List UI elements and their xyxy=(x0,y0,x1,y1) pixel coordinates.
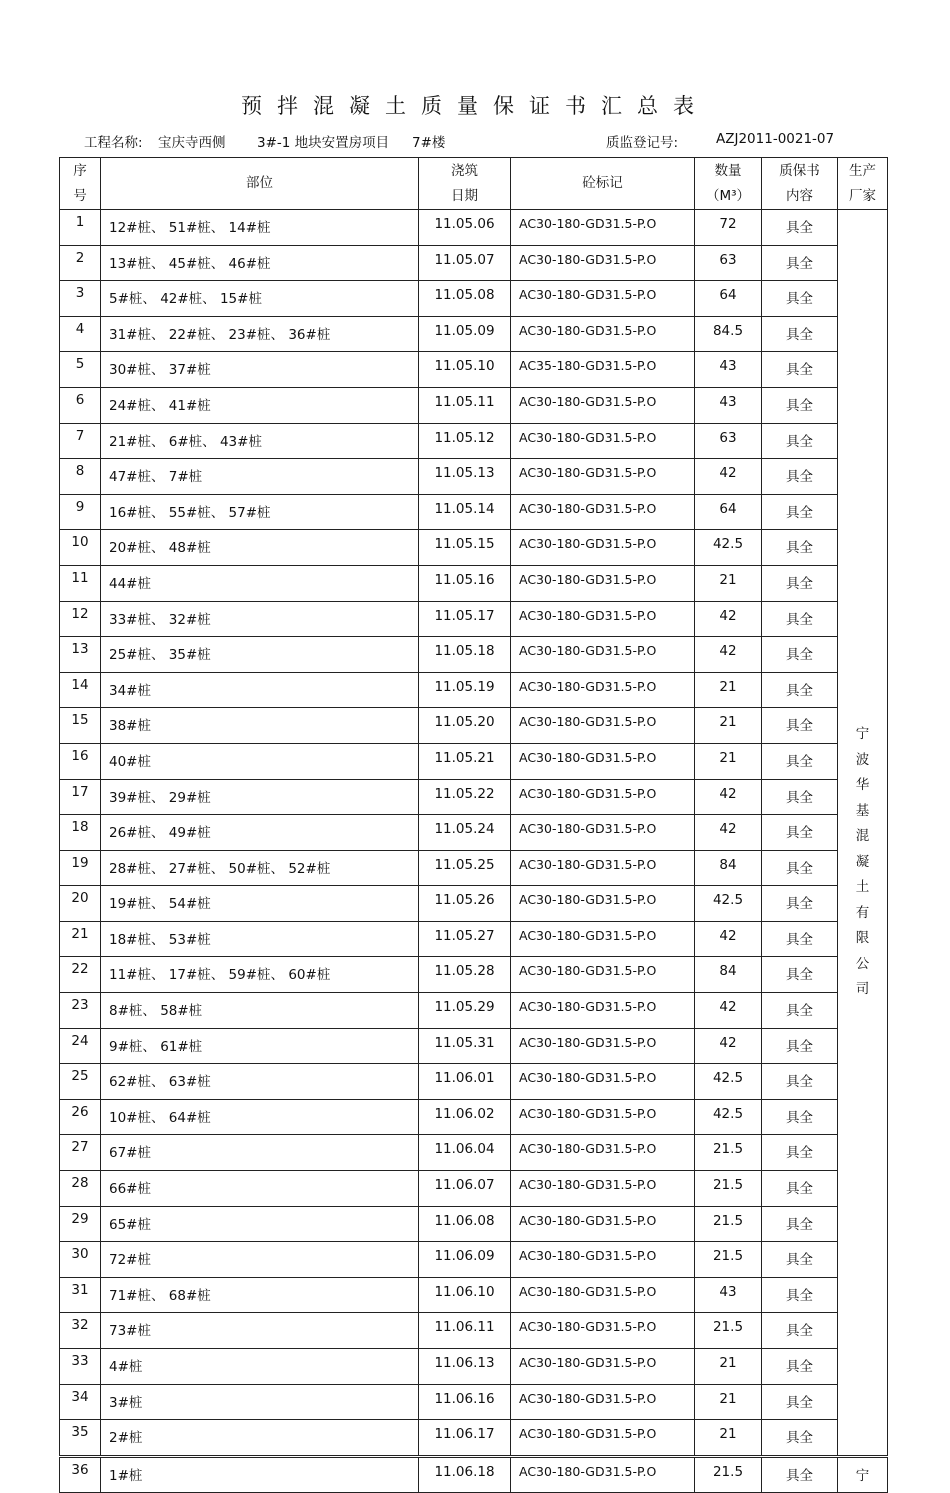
row-qty: 72 xyxy=(695,210,762,246)
row-seq: 14 xyxy=(60,672,101,708)
row-date: 11.05.29 xyxy=(419,993,511,1029)
row-mark: AC30-180-GD31.5-P.O xyxy=(511,637,695,673)
header-cert-line1: 质保书 xyxy=(779,162,820,179)
row-seq: 9 xyxy=(60,494,101,530)
row-mark: AC30-180-GD31.5-P.O xyxy=(511,565,695,601)
table-row xyxy=(60,815,888,851)
table-row xyxy=(60,1349,888,1385)
row-cert: 具全 xyxy=(762,957,838,993)
row-mark: AC30-180-GD31.5-P.O xyxy=(511,210,695,246)
table-row xyxy=(60,957,888,993)
table-row xyxy=(60,1313,888,1349)
row-date: 11.06.11 xyxy=(419,1313,511,1349)
table-row xyxy=(60,316,888,352)
header-seq-line2: 号 xyxy=(73,187,87,204)
table-row xyxy=(60,1242,888,1278)
row-mark: AC30-180-GD31.5-P.O xyxy=(511,1171,695,1207)
row-cert: 具全 xyxy=(762,637,838,673)
header-date-line1: 浇筑 xyxy=(451,162,478,179)
row-qty: 43 xyxy=(695,352,762,388)
row-seq: 23 xyxy=(60,993,101,1029)
row-mark: AC30-180-GD31.5-P.O xyxy=(511,1420,695,1457)
row-seq: 26 xyxy=(60,1099,101,1135)
table-row xyxy=(60,423,888,459)
row-qty: 42 xyxy=(695,779,762,815)
row-seq: 15 xyxy=(60,708,101,744)
row-cert: 具全 xyxy=(762,779,838,815)
row-mark: AC30-180-GD31.5-P.O xyxy=(511,1242,695,1278)
row-seq: 29 xyxy=(60,1206,101,1242)
row-qty: 21 xyxy=(695,743,762,779)
row-seq: 3 xyxy=(60,281,101,317)
row-part: 9#桩、 61#桩 xyxy=(101,1028,419,1064)
project-section: 3#-1 地块安置房项目 xyxy=(257,135,390,151)
row-qty: 42 xyxy=(695,601,762,637)
row-mark: AC30-180-GD31.5-P.O xyxy=(511,459,695,495)
row-cert: 具全 xyxy=(762,743,838,779)
row-part: 2#桩 xyxy=(101,1420,419,1457)
row-part: 19#桩、 54#桩 xyxy=(101,886,419,922)
row-seq: 20 xyxy=(60,886,101,922)
row-cert: 具全 xyxy=(762,1135,838,1171)
row-part: 30#桩、 37#桩 xyxy=(101,352,419,388)
row-qty: 21 xyxy=(695,672,762,708)
row-cert: 具全 xyxy=(762,1349,838,1385)
row-cert: 具全 xyxy=(762,815,838,851)
project-name: 宝庆寺西侧 xyxy=(158,135,226,151)
row-mark: AC30-180-GD31.5-P.O xyxy=(511,993,695,1029)
row-qty: 42.5 xyxy=(695,1064,762,1100)
row-seq: 28 xyxy=(60,1171,101,1207)
row-date: 11.05.27 xyxy=(419,921,511,957)
row-part: 40#桩 xyxy=(101,743,419,779)
row-qty: 21.5 xyxy=(695,1313,762,1349)
row-date: 11.06.01 xyxy=(419,1064,511,1100)
row-mark: AC30-180-GD31.5-P.O xyxy=(511,850,695,886)
table-row xyxy=(60,459,888,495)
row-cert: 具全 xyxy=(762,387,838,423)
row-mark: AC30-180-GD31.5-P.O xyxy=(511,672,695,708)
row-qty: 42.5 xyxy=(695,530,762,566)
row-seq: 33 xyxy=(60,1349,101,1385)
row-date: 11.06.09 xyxy=(419,1242,511,1278)
row-qty: 42.5 xyxy=(695,886,762,922)
table-row xyxy=(60,1064,888,1100)
row-part: 39#桩、 29#桩 xyxy=(101,779,419,815)
row-qty: 42 xyxy=(695,1028,762,1064)
row-part: 4#桩 xyxy=(101,1349,419,1385)
row-qty: 84 xyxy=(695,850,762,886)
row-date: 11.05.25 xyxy=(419,850,511,886)
header-maker-line1: 生产 xyxy=(849,162,876,179)
row-cert: 具全 xyxy=(762,1028,838,1064)
table-row xyxy=(60,601,888,637)
row-date: 11.05.20 xyxy=(419,708,511,744)
row-seq: 5 xyxy=(60,352,101,388)
table-row xyxy=(60,1420,888,1457)
row-seq: 35 xyxy=(60,1420,101,1457)
project-label: 工程名称: xyxy=(84,135,143,151)
row-qty: 42.5 xyxy=(695,1099,762,1135)
row-date: 11.05.08 xyxy=(419,281,511,317)
row-part: 38#桩 xyxy=(101,708,419,744)
manufacturer-cell xyxy=(838,210,888,1457)
table-row xyxy=(60,1028,888,1064)
row-date: 11.05.10 xyxy=(419,352,511,388)
row-date: 11.05.14 xyxy=(419,494,511,530)
table-row xyxy=(60,494,888,530)
row-cert: 具全 xyxy=(762,210,838,246)
table-row xyxy=(60,743,888,779)
row-seq: 21 xyxy=(60,921,101,957)
row-seq: 10 xyxy=(60,530,101,566)
row-mark: AC30-180-GD31.5-P.O xyxy=(511,530,695,566)
table-row xyxy=(60,1384,888,1420)
row-part: 47#桩、 7#桩 xyxy=(101,459,419,495)
row-cert: 具全 xyxy=(762,494,838,530)
row-date: 11.06.07 xyxy=(419,1171,511,1207)
table-row xyxy=(60,993,888,1029)
row-mark: AC30-180-GD31.5-P.O xyxy=(511,921,695,957)
row-cert: 具全 xyxy=(762,850,838,886)
row-date: 11.05.13 xyxy=(419,459,511,495)
row-part: 65#桩 xyxy=(101,1206,419,1242)
row-mark: AC30-180-GD31.5-P.O xyxy=(511,494,695,530)
row-qty: 43 xyxy=(695,387,762,423)
row-mark: AC30-180-GD31.5-P.O xyxy=(511,779,695,815)
row-cert: 具全 xyxy=(762,1242,838,1278)
row-cert: 具全 xyxy=(762,886,838,922)
row-mark: AC30-180-GD31.5-P.O xyxy=(511,387,695,423)
row-mark: AC30-180-GD31.5-P.O xyxy=(511,316,695,352)
table-row xyxy=(60,210,888,246)
row-date: 11.05.16 xyxy=(419,565,511,601)
row-mark: AC30-180-GD31.5-P.O xyxy=(511,1064,695,1100)
row-cert: 具全 xyxy=(762,1420,838,1457)
header-date-line2: 日期 xyxy=(451,187,478,204)
row-seq: 27 xyxy=(60,1135,101,1171)
row-date: 11.06.02 xyxy=(419,1099,511,1135)
row-seq: 8 xyxy=(60,459,101,495)
row-date: 11.06.18 xyxy=(419,1456,511,1493)
row-cert: 具全 xyxy=(762,565,838,601)
row-part: 5#桩、 42#桩、 15#桩 xyxy=(101,281,419,317)
row-seq: 34 xyxy=(60,1384,101,1420)
table-row xyxy=(60,1135,888,1171)
row-qty: 21 xyxy=(695,1349,762,1385)
row-part: 20#桩、 48#桩 xyxy=(101,530,419,566)
row-cert: 具全 xyxy=(762,1277,838,1313)
row-date: 11.05.18 xyxy=(419,637,511,673)
row-part: 72#桩 xyxy=(101,1242,419,1278)
row-qty: 42 xyxy=(695,815,762,851)
row-mark: AC30-180-GD31.5-P.O xyxy=(511,245,695,281)
concrete-certificate-table xyxy=(59,157,888,1493)
row-mark: AC30-180-GD31.5-P.O xyxy=(511,1206,695,1242)
row-cert: 具全 xyxy=(762,921,838,957)
row-part: 31#桩、 22#桩、 23#桩、 36#桩 xyxy=(101,316,419,352)
row-seq: 18 xyxy=(60,815,101,851)
table-row xyxy=(60,886,888,922)
header-part: 部位 xyxy=(101,158,419,210)
row-mark: AC30-180-GD31.5-P.O xyxy=(511,1277,695,1313)
row-mark: AC30-180-GD31.5-P.O xyxy=(511,1135,695,1171)
row-part: 25#桩、 35#桩 xyxy=(101,637,419,673)
row-part: 10#桩、 64#桩 xyxy=(101,1099,419,1135)
row-date: 11.05.31 xyxy=(419,1028,511,1064)
row-seq: 22 xyxy=(60,957,101,993)
row-seq: 25 xyxy=(60,1064,101,1100)
row-part: 3#桩 xyxy=(101,1384,419,1420)
row-seq: 13 xyxy=(60,637,101,673)
row-part: 28#桩、 27#桩、 50#桩、 52#桩 xyxy=(101,850,419,886)
row-part: 13#桩、 45#桩、 46#桩 xyxy=(101,245,419,281)
row-date: 11.05.24 xyxy=(419,815,511,851)
table-row xyxy=(60,281,888,317)
row-cert: 具全 xyxy=(762,423,838,459)
row-mark: AC30-180-GD31.5-P.O xyxy=(511,1099,695,1135)
row-qty: 42 xyxy=(695,921,762,957)
row-part: 18#桩、 53#桩 xyxy=(101,921,419,957)
row-mark: AC30-180-GD31.5-P.O xyxy=(511,708,695,744)
row-part: 66#桩 xyxy=(101,1171,419,1207)
row-cert: 具全 xyxy=(762,1064,838,1100)
row-date: 11.06.04 xyxy=(419,1135,511,1171)
row-cert: 具全 xyxy=(762,708,838,744)
row-date: 11.05.17 xyxy=(419,601,511,637)
header-mark: 砼标记 xyxy=(511,158,695,210)
row-date: 11.06.17 xyxy=(419,1420,511,1457)
row-seq: 19 xyxy=(60,850,101,886)
row-part: 26#桩、 49#桩 xyxy=(101,815,419,851)
row-qty: 64 xyxy=(695,281,762,317)
manufacturer-name: 宁波华基混凝土有限公司 xyxy=(855,726,870,998)
row-mark: AC30-180-GD31.5-P.O xyxy=(511,1456,695,1493)
row-cert: 具全 xyxy=(762,672,838,708)
table-row xyxy=(60,530,888,566)
header-qty xyxy=(695,158,762,210)
row-part: 8#桩、 58#桩 xyxy=(101,993,419,1029)
row-date: 11.05.11 xyxy=(419,387,511,423)
row-part: 21#桩、 6#桩、 43#桩 xyxy=(101,423,419,459)
row-part: 1#桩 xyxy=(101,1456,419,1493)
row-qty: 84 xyxy=(695,957,762,993)
table-row xyxy=(60,708,888,744)
row-qty: 63 xyxy=(695,245,762,281)
row-qty: 43 xyxy=(695,1277,762,1313)
row-mark: AC30-180-GD31.5-P.O xyxy=(511,1313,695,1349)
table-row xyxy=(60,779,888,815)
row-date: 11.05.21 xyxy=(419,743,511,779)
row-date: 11.05.26 xyxy=(419,886,511,922)
row-mark: AC30-180-GD31.5-P.O xyxy=(511,743,695,779)
header-maker-line2: 厂家 xyxy=(849,187,876,204)
row-mark: AC30-180-GD31.5-P.O xyxy=(511,281,695,317)
row-cert: 具全 xyxy=(762,1456,838,1493)
row-date: 11.06.10 xyxy=(419,1277,511,1313)
row-date: 11.05.15 xyxy=(419,530,511,566)
row-qty: 42 xyxy=(695,993,762,1029)
table-row xyxy=(60,672,888,708)
row-part: 44#桩 xyxy=(101,565,419,601)
header-cert-line2: 内容 xyxy=(786,187,813,204)
row-qty: 42 xyxy=(695,637,762,673)
row-seq: 32 xyxy=(60,1313,101,1349)
row-date: 11.05.19 xyxy=(419,672,511,708)
row-part: 24#桩、 41#桩 xyxy=(101,387,419,423)
row-seq: 7 xyxy=(60,423,101,459)
row-mark: AC35-180-GD31.5-P.O xyxy=(511,352,695,388)
row-mark: AC30-180-GD31.5-P.O xyxy=(511,1384,695,1420)
document-title: 预拌混凝土质量保证书汇总表 xyxy=(241,94,709,118)
table-header-row xyxy=(60,158,888,210)
row-mark: AC30-180-GD31.5-P.O xyxy=(511,957,695,993)
row-qty: 21 xyxy=(695,1384,762,1420)
row-mark: AC30-180-GD31.5-P.O xyxy=(511,815,695,851)
row-seq: 24 xyxy=(60,1028,101,1064)
row-cert: 具全 xyxy=(762,459,838,495)
row-qty: 21.5 xyxy=(695,1206,762,1242)
header-date xyxy=(419,158,511,210)
header-seq xyxy=(60,158,101,210)
row-date: 11.05.09 xyxy=(419,316,511,352)
header-seq-line1: 序 xyxy=(73,162,87,179)
row-qty: 63 xyxy=(695,423,762,459)
row-date: 11.05.28 xyxy=(419,957,511,993)
row-seq: 17 xyxy=(60,779,101,815)
row-date: 11.05.12 xyxy=(419,423,511,459)
row-cert: 具全 xyxy=(762,245,838,281)
table-row xyxy=(60,352,888,388)
row-cert: 具全 xyxy=(762,601,838,637)
row-seq: 36 xyxy=(60,1456,101,1493)
row-qty: 21.5 xyxy=(695,1456,762,1493)
header-cert xyxy=(762,158,838,210)
row-seq: 30 xyxy=(60,1242,101,1278)
row-part: 71#桩、 68#桩 xyxy=(101,1277,419,1313)
row-part: 16#桩、 55#桩、 57#桩 xyxy=(101,494,419,530)
row-part: 12#桩、 51#桩、 14#桩 xyxy=(101,210,419,246)
row-mark: AC30-180-GD31.5-P.O xyxy=(511,601,695,637)
header-qty-line2: （M³） xyxy=(705,187,751,204)
row-date: 11.06.13 xyxy=(419,1349,511,1385)
row-qty: 21 xyxy=(695,708,762,744)
header-maker xyxy=(838,158,888,210)
row-mark: AC30-180-GD31.5-P.O xyxy=(511,423,695,459)
row-seq: 1 xyxy=(60,210,101,246)
row-qty: 21.5 xyxy=(695,1171,762,1207)
row-part: 33#桩、 32#桩 xyxy=(101,601,419,637)
row-part: 73#桩 xyxy=(101,1313,419,1349)
table-row xyxy=(60,1277,888,1313)
row-seq: 6 xyxy=(60,387,101,423)
building-label: 7#楼 xyxy=(412,135,446,151)
table-row xyxy=(60,637,888,673)
row-qty: 21.5 xyxy=(695,1242,762,1278)
table-row xyxy=(60,387,888,423)
row-part: 62#桩、 63#桩 xyxy=(101,1064,419,1100)
row-cert: 具全 xyxy=(762,281,838,317)
table-row xyxy=(60,245,888,281)
supervision-label: 质监登记号: xyxy=(606,135,679,151)
row-cert: 具全 xyxy=(762,530,838,566)
row-seq: 31 xyxy=(60,1277,101,1313)
row-mark: AC30-180-GD31.5-P.O xyxy=(511,1028,695,1064)
row-cert: 具全 xyxy=(762,1099,838,1135)
row-cert: 具全 xyxy=(762,1384,838,1420)
manufacturer-cell-continued: 宁 xyxy=(838,1456,888,1493)
row-part: 67#桩 xyxy=(101,1135,419,1171)
row-seq: 16 xyxy=(60,743,101,779)
row-date: 11.05.07 xyxy=(419,245,511,281)
table-row xyxy=(60,1099,888,1135)
row-qty: 21 xyxy=(695,1420,762,1457)
table-row xyxy=(60,1456,888,1493)
row-qty: 21 xyxy=(695,565,762,601)
row-part: 11#桩、 17#桩、 59#桩、 60#桩 xyxy=(101,957,419,993)
row-seq: 12 xyxy=(60,601,101,637)
row-mark: AC30-180-GD31.5-P.O xyxy=(511,1349,695,1385)
row-seq: 11 xyxy=(60,565,101,601)
supervision-number: AZJ2011-0021-07 xyxy=(716,131,835,147)
row-qty: 84.5 xyxy=(695,316,762,352)
row-cert: 具全 xyxy=(762,1206,838,1242)
row-cert: 具全 xyxy=(762,316,838,352)
row-date: 11.05.06 xyxy=(419,210,511,246)
row-qty: 42 xyxy=(695,459,762,495)
row-cert: 具全 xyxy=(762,352,838,388)
table-row xyxy=(60,1171,888,1207)
row-date: 11.06.16 xyxy=(419,1384,511,1420)
row-seq: 4 xyxy=(60,316,101,352)
row-qty: 21.5 xyxy=(695,1135,762,1171)
table-row xyxy=(60,921,888,957)
row-cert: 具全 xyxy=(762,993,838,1029)
table-row xyxy=(60,850,888,886)
row-date: 11.06.08 xyxy=(419,1206,511,1242)
row-seq: 2 xyxy=(60,245,101,281)
row-mark: AC30-180-GD31.5-P.O xyxy=(511,886,695,922)
row-date: 11.05.22 xyxy=(419,779,511,815)
table-row xyxy=(60,565,888,601)
table-row xyxy=(60,1206,888,1242)
row-qty: 64 xyxy=(695,494,762,530)
row-cert: 具全 xyxy=(762,1313,838,1349)
row-cert: 具全 xyxy=(762,1171,838,1207)
row-part: 34#桩 xyxy=(101,672,419,708)
header-qty-line1: 数量 xyxy=(714,162,742,179)
